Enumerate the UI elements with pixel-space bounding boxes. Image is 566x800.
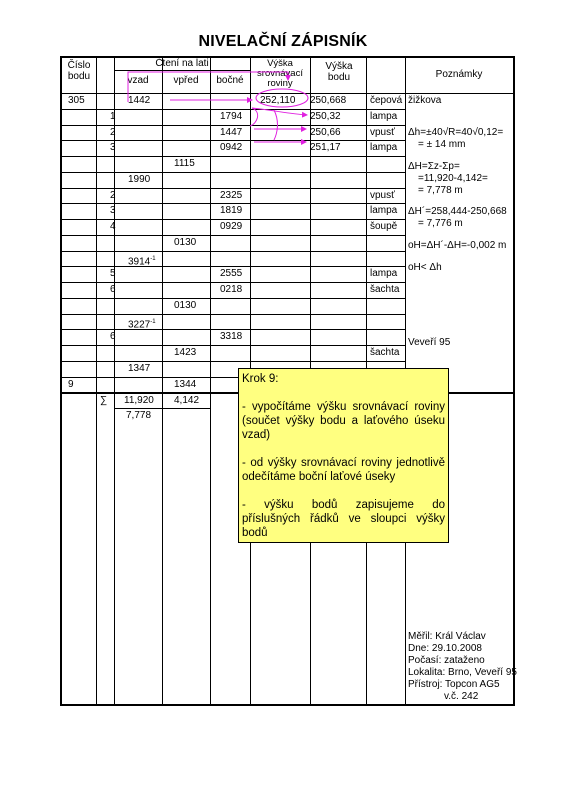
cell-vzad: 1442 xyxy=(128,95,151,106)
footer-vc: v.č. 242 xyxy=(444,691,479,702)
row-line xyxy=(62,361,405,362)
note-dh-result: = 7,778 m xyxy=(418,185,463,196)
note-tolerance: Δh=±40√R=40√0,12= xyxy=(408,127,504,138)
footer-meril: Měřil: Král Václav xyxy=(408,631,486,642)
callout-step-1: - vypočítáme výšku srovnávací roviny (součet výšky bodu a laťového úseku vzad) xyxy=(242,401,445,441)
cell-vsr: 252,110 xyxy=(260,95,296,106)
cell-bocne: 3318 xyxy=(220,331,243,342)
cell-vzad-correction: -1 xyxy=(150,319,156,325)
header-vpred: vpřed xyxy=(173,75,199,86)
footer-lokalita: Lokalita: Brno, Veveří 95 xyxy=(408,667,517,678)
header-cteni-na-lati: Čtení na lati xyxy=(155,58,209,69)
cell-bod: 4 xyxy=(110,221,116,232)
col-line xyxy=(114,58,115,704)
header-vzad: vzad xyxy=(127,75,149,86)
header-line xyxy=(62,93,513,94)
step-callout xyxy=(238,368,449,543)
cell-bocne: 1447 xyxy=(220,127,243,138)
note-tolerance-result: = ± 14 mm xyxy=(418,139,466,150)
cell-bod: 2 xyxy=(110,190,116,201)
col-line xyxy=(162,58,163,704)
cell-bocne: 1819 xyxy=(220,205,243,216)
header-poznamky: Poznámky xyxy=(435,69,483,80)
callout-step-2: - od výšky srovnávací roviny jednotlivě odečítáme boční laťové úseky xyxy=(242,457,445,483)
cell-stanovisko: 9 xyxy=(68,379,74,390)
row-line xyxy=(62,235,405,236)
callout-step-3: - výšku bodů zapisujeme do příslušných řádků ve sloupci výšky bodů xyxy=(242,499,445,539)
cell-vzad: 1990 xyxy=(128,174,151,185)
cell-bod: 2 xyxy=(110,127,116,138)
row-line xyxy=(62,156,405,157)
cell-bod: 1 xyxy=(110,111,116,122)
cell-vyska: 250,66 xyxy=(310,127,341,138)
row-line xyxy=(62,314,405,315)
cell-popis: šachta xyxy=(370,284,400,295)
note-address: Veveří 95 xyxy=(408,337,451,348)
note-dh: ΔH=Σz-Σp= xyxy=(408,161,460,172)
row-line xyxy=(62,282,405,283)
sum-underline xyxy=(114,408,210,409)
header-bocne: bočné xyxy=(216,75,244,86)
row-line xyxy=(62,329,405,330)
cell-vyska: 250,32 xyxy=(310,111,341,122)
note-dh2-result: = 7,776 m xyxy=(418,218,463,229)
sum-symbol: ∑ xyxy=(100,395,108,406)
col-line xyxy=(96,58,97,704)
footer-dne: Dne: 29.10.2008 xyxy=(408,643,482,654)
cell-vzad-correction: -1 xyxy=(150,256,156,262)
sum-vpred: 4,142 xyxy=(174,395,200,406)
cell-vpred: 1344 xyxy=(174,379,197,390)
note-dh2: ΔH´=258,444-250,668 xyxy=(408,206,507,217)
cell-vpred: 0130 xyxy=(174,300,197,311)
header-cislo-bodu: Číslo bodu xyxy=(67,60,91,82)
row-line xyxy=(62,125,405,126)
footer-pristroj: Přístroj: Topcon AG5 xyxy=(408,679,500,690)
cell-popis: lampa xyxy=(370,205,398,216)
cell-bod: 6 xyxy=(110,331,116,342)
cell-popis: šachta xyxy=(370,347,400,358)
header-vyska-bodu: Výška bodu xyxy=(325,61,353,83)
cell-vpred: 1423 xyxy=(174,347,197,358)
cell-bod: 6 xyxy=(110,284,116,295)
cell-vyska: 251,17 xyxy=(310,142,341,153)
cell-bocne: 0929 xyxy=(220,221,243,232)
row-line xyxy=(62,266,405,267)
row-line xyxy=(62,298,405,299)
cell-bocne: 1794 xyxy=(220,111,243,122)
cell-bocne: 2555 xyxy=(220,268,243,279)
header-vyska-srovnavaci-roviny: Výška srovnávací roviny xyxy=(257,58,303,89)
cell-stanovisko: 305 xyxy=(68,95,85,106)
cell-popis: vpusť xyxy=(370,190,395,201)
cell-vzad: $3227^{-1}$ xyxy=(128,319,156,331)
row-line xyxy=(62,172,405,173)
cell-vyska: 250,668 xyxy=(310,95,347,106)
row-line xyxy=(62,203,405,204)
cell-vpred: 0130 xyxy=(174,237,197,248)
row-line xyxy=(62,219,405,220)
col-line xyxy=(210,58,211,704)
note-oh-check: oH< Δh xyxy=(408,262,442,273)
row-line xyxy=(62,345,405,346)
header-line xyxy=(114,70,250,71)
leveling-sheet xyxy=(60,56,515,706)
cell-bocne: 0218 xyxy=(220,284,243,295)
footer-pocasi: Počasí: zataženo xyxy=(408,655,485,666)
cell-bod: 5 xyxy=(110,268,116,279)
page-title: NIVELAČNÍ ZÁPISNÍK xyxy=(198,33,368,50)
cell-vzad: $3914^{-1}$ xyxy=(128,256,156,268)
row-line xyxy=(62,140,405,141)
note-street: žižkova xyxy=(408,95,442,106)
note-dh-calc: =11,920-4,142= xyxy=(418,173,488,184)
cell-popis: lampa xyxy=(370,111,398,122)
row-line xyxy=(62,109,405,110)
cell-bod: 3 xyxy=(110,142,116,153)
cell-vpred: 1115 xyxy=(174,158,195,169)
note-oh: oH=ΔH´-ΔH=-0,002 m xyxy=(408,240,507,251)
sum-vzad: 11,920 xyxy=(124,395,154,406)
cell-popis: vpusť xyxy=(370,127,395,138)
cell-popis: lampa xyxy=(370,268,398,279)
difference-vzad: 7,778 xyxy=(126,410,152,421)
cell-bocne: 2325 xyxy=(220,190,243,201)
cell-bocne: 0942 xyxy=(220,142,243,153)
row-line xyxy=(62,251,405,252)
cell-popis: lampa xyxy=(370,142,398,153)
cell-vzad: 1347 xyxy=(128,363,151,374)
row-line xyxy=(62,188,405,189)
cell-popis: čepová xyxy=(370,95,403,106)
callout-heading: Krok 9: xyxy=(242,373,279,385)
cell-bod: 3 xyxy=(110,205,116,216)
cell-popis: šoupě xyxy=(370,221,398,232)
